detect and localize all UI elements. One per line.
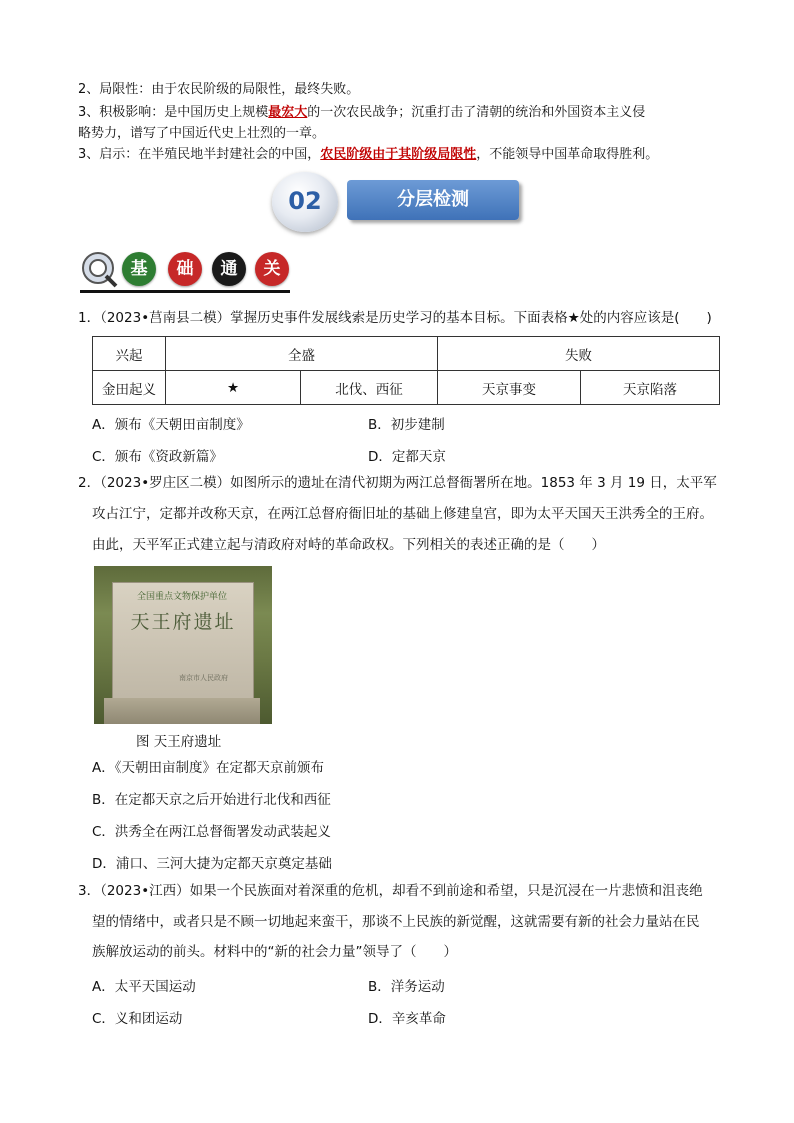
q1-option-c[interactable]: C．颁布《资政新篇》	[92, 449, 223, 465]
tablet-signature: 南京市人民政府	[179, 674, 228, 682]
q2-option-d[interactable]: D．浦口、三河大捷为定都天京奠定基础	[92, 856, 332, 872]
q2-option-c[interactable]: C．洪秀全在两江总督衙署发动武装起义	[92, 824, 331, 840]
table-cell-expedition: 北伐、西征	[301, 371, 438, 405]
level-char-2: 础	[168, 252, 202, 286]
q3-option-d[interactable]: D．辛亥革命	[368, 1011, 446, 1027]
level-char-3: 通	[212, 252, 246, 286]
table-row	[93, 337, 720, 371]
impact-suffix: 的一次农民战争；沉重打击了清朝的统治和外国资本主义侵	[307, 105, 646, 120]
impact-prefix: 3、积极影响：是中国历史上规模	[78, 105, 269, 120]
table-cell-fail: 失败	[438, 337, 720, 371]
summary-line-lesson	[78, 143, 658, 162]
tablet-heading: 全国重点文物保护单位	[136, 592, 227, 602]
impact-emphasis: 最宏大	[268, 105, 308, 120]
lesson-suffix: ，不能领导中国革命取得胜利。	[476, 147, 659, 162]
q1-table	[92, 336, 720, 405]
stone-tablet	[112, 582, 254, 702]
q1-option-a[interactable]: A．颁布《天朝田亩制度》	[92, 417, 250, 433]
section-title-banner: 分层检测	[347, 180, 519, 220]
table-cell-rise: 兴起	[93, 337, 166, 371]
table-cell-jintian: 金田起义	[93, 371, 166, 405]
summary-line-impact-cont: 略势力，谱写了中国近代史上壮烈的一章。	[78, 126, 326, 141]
q2-option-a[interactable]: A．《天朝田亩制度》在定都天京前颁布	[92, 760, 324, 776]
table-cell-peak: 全盛	[166, 337, 438, 371]
stone-base	[104, 698, 260, 724]
gear-magnifier-icon	[80, 250, 120, 290]
q3-line-2: 望的情绪中，或者只是不顾一切地起来蛮干，那谈不上民族的新觉醒，这就需要有新的社会力量站在民	[92, 914, 700, 930]
q2-option-b[interactable]: B．在定都天京之后开始进行北伐和西征	[92, 792, 331, 808]
lesson-prefix: 3、启示：在半殖民地半封建社会的中国，	[78, 147, 321, 162]
summary-line-impact	[78, 101, 645, 120]
table-cell-fall: 天京陷落	[581, 371, 720, 405]
photo-caption: 图 天王府遗址	[136, 734, 222, 750]
q1-stem: 1．（2023•莒南县二模）掌握历史事件发展线索是历史学习的基本目标。下面表格★处的内容应该是( )	[78, 310, 712, 326]
section-number: 02	[288, 187, 322, 215]
q3-line-3: 族解放运动的前头。材料中的“新的社会力量”领导了（ ）	[92, 944, 457, 960]
table-cell-star: ★	[166, 371, 301, 405]
level-char-1: 基	[122, 252, 156, 286]
level-underline	[80, 290, 290, 293]
q1-option-d[interactable]: D．定都天京	[368, 449, 446, 465]
summary-line-limitation: 2、局限性：由于农民阶级的局限性，最终失败。	[78, 82, 360, 97]
table-cell-incident: 天京事变	[438, 371, 581, 405]
tablet-inscription: 天王府遗址	[130, 611, 236, 633]
q2-line-2: 攻占江宁，定都并改称天京，在两江总督府衙旧址的基础上修建皇宫，即为太平天国天王洪秀全的王府。	[92, 506, 713, 522]
q3-option-a[interactable]: A．太平天国运动	[92, 979, 196, 995]
q2-line-1: 2．（2023•罗庄区二模）如图所示的遗址在清代初期为两江总督衙署所在地。1853 年 3 月 19 日，太平军	[78, 475, 717, 491]
section-number-badge	[272, 172, 338, 232]
table-row	[93, 371, 720, 405]
q2-line-3: 由此，天平军正式建立起与清政府对峙的革命政权。下列相关的表述正确的是（ ）	[92, 537, 605, 553]
q1-option-b[interactable]: B．初步建制	[368, 417, 445, 433]
level-char-4: 关	[255, 252, 289, 286]
q3-option-b[interactable]: B．洋务运动	[368, 979, 445, 995]
lesson-emphasis: 农民阶级由于其阶级局限性	[320, 147, 477, 162]
q3-line-1: 3．（2023•江西）如果一个民族面对着深重的危机，却看不到前途和希望，只是沉浸在一片悲愤和沮丧绝	[78, 883, 703, 899]
site-photo	[94, 566, 272, 724]
q3-option-c[interactable]: C．义和团运动	[92, 1011, 183, 1027]
